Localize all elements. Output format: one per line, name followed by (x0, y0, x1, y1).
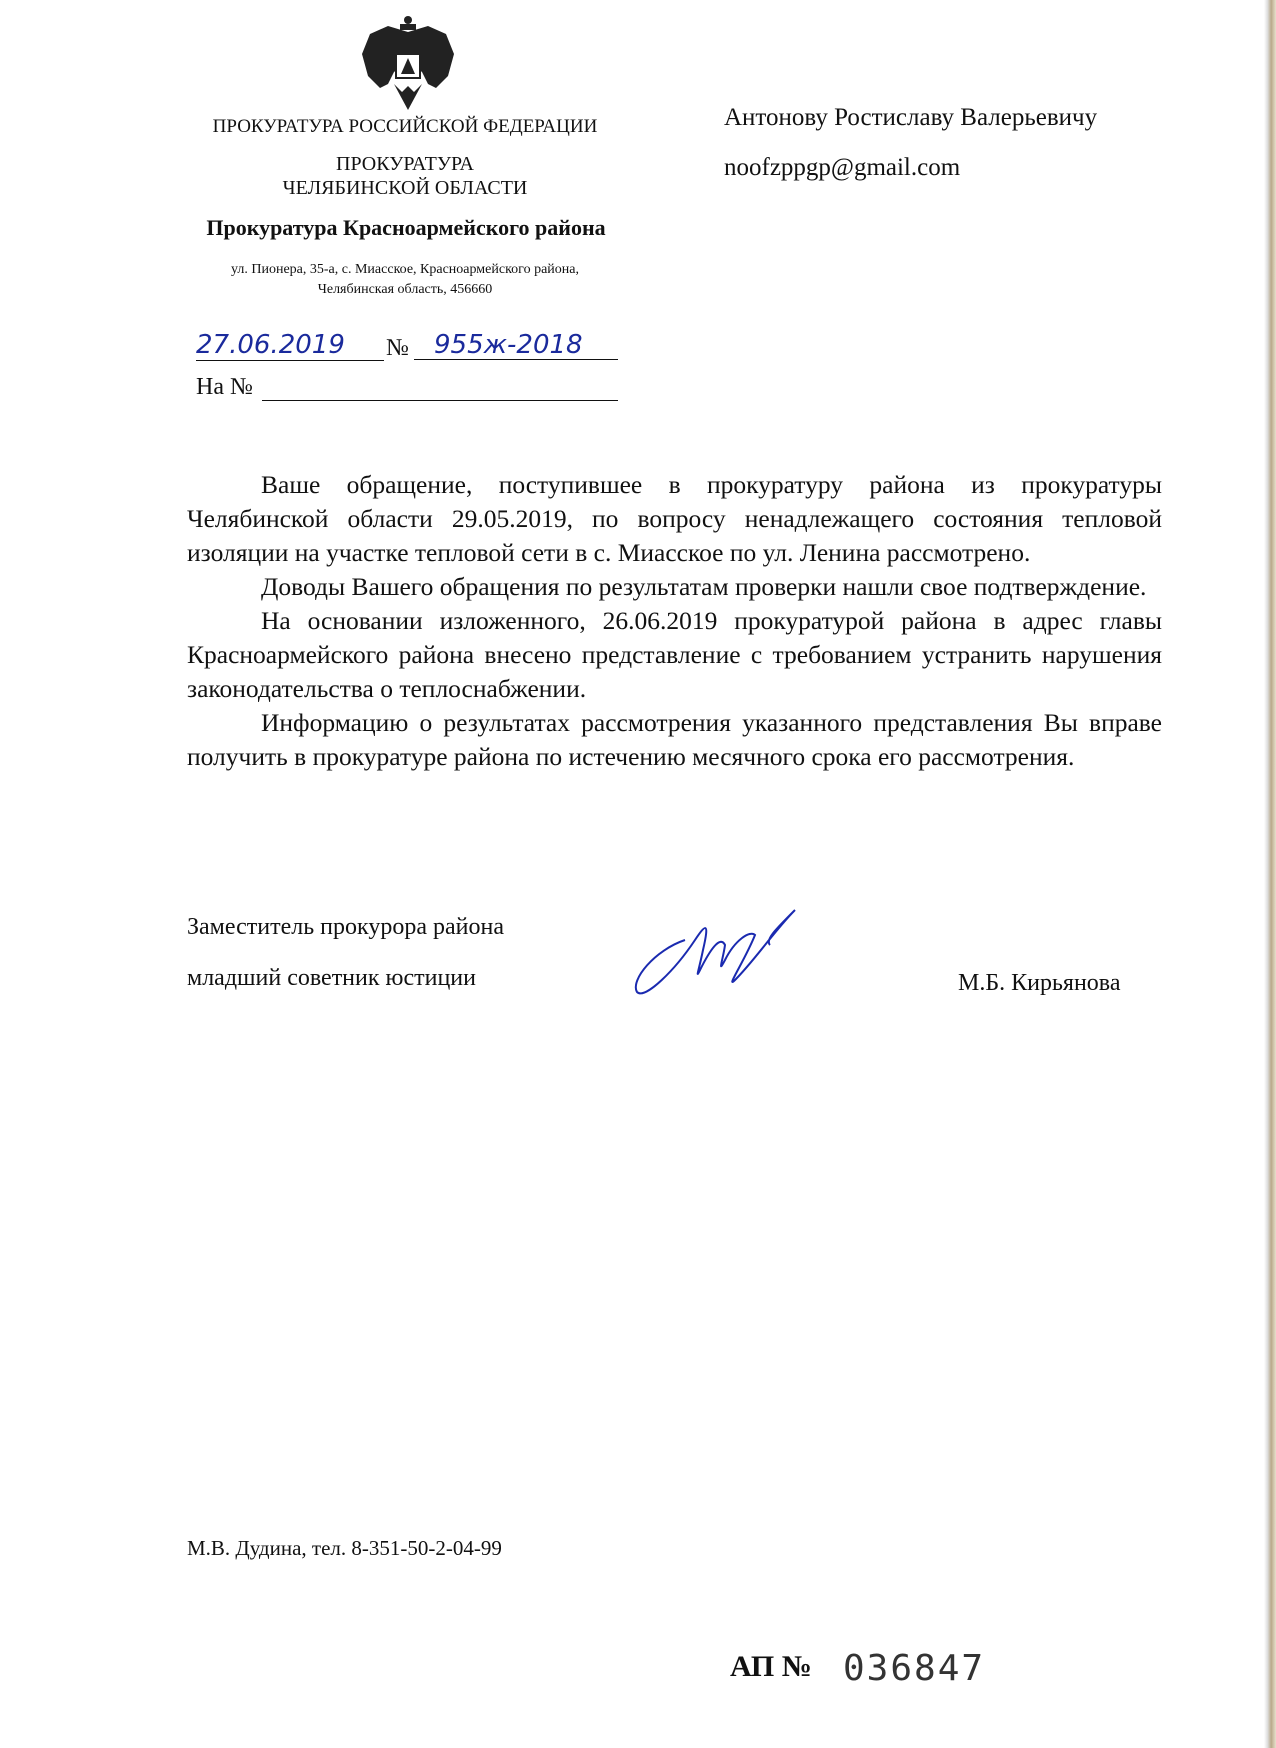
address-line1: ул. Пионера, 35-а, с. Миасское, Красноармейского района, (231, 262, 579, 277)
coat-of-arms-emblem (358, 14, 458, 112)
signer-position: Заместитель прокурора района (187, 914, 504, 940)
number-label: № (386, 335, 409, 361)
handwritten-signature (625, 900, 805, 1000)
header-regional-line1: ПРОКУРАТУРА (336, 153, 474, 175)
body-paragraph: Информацию о результатах рассмотрения указанного представления Вы вправе получить в прокуратуре района по истечению месячного срока его рассмотрения. (187, 708, 1162, 771)
address-line2: Челябинская область, 456660 (317, 282, 493, 297)
body-paragraph: На основании изложенного, 26.06.2019 прокуратурой района в адрес главы Красноармейского района внесено представление с требованием устранить нарушения законодательства о теплоснабжении. (187, 606, 1162, 703)
letter-body (187, 468, 1162, 774)
header-federal: ПРОКУРАТУРА РОССИЙСКОЙ ФЕДЕРАЦИИ (212, 116, 598, 137)
body-paragraph: Доводы Вашего обращения по результатам проверки нашли свое подтверждение. (261, 572, 1147, 601)
header-district: Прокуратура Красноармейского района (206, 215, 606, 240)
recipient-email: noofzppgp@gmail.com (724, 154, 961, 181)
date-value: 27.06.2019 (196, 330, 345, 360)
recipient-name: Антонову Ростиславу Валерьевичу (724, 104, 1098, 131)
form-number: 036847 (843, 1648, 986, 1689)
form-label: АП № (730, 1650, 812, 1683)
date-field (196, 330, 384, 361)
reply-to-label: На № (196, 374, 253, 400)
reply-to-field (262, 372, 618, 401)
number-field (414, 330, 618, 360)
body-paragraph: Ваше обращение, поступившее в прокуратуру района из прокуратуры Челябинской области 29.05.2019, по вопросу ненадлежащего состояния тепловой изоляции на участке тепловой сети в с. Миасское по ул. Ленина рассмотрено. (187, 470, 1162, 567)
header-regional-line2: ЧЕЛЯБИНСКОЙ ОБЛАСТИ (282, 177, 528, 199)
signer-name: М.Б. Кирьянова (958, 970, 1121, 996)
executor-contact: М.В. Дудина, тел. 8-351-50-2-04-99 (187, 1536, 502, 1560)
signer-rank: младший советник юстиции (187, 965, 476, 991)
header-regional (180, 152, 630, 200)
number-value: 955ж-2018 (434, 330, 583, 360)
scan-edge-shadow (1264, 0, 1276, 1748)
header-address (180, 260, 630, 300)
